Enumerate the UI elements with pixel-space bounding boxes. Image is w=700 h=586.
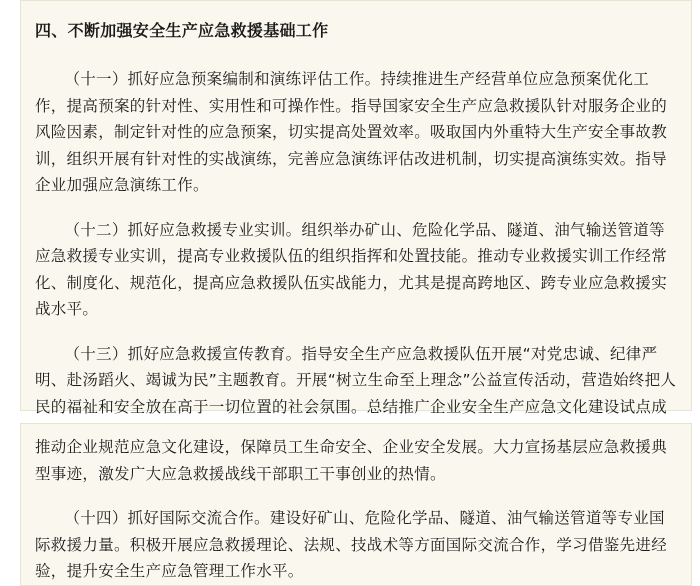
paragraph-12: （十二）抓好应急救援专业实训。组织举办矿山、危险化学品、隧道、油气输送管道等应急救援专业实训，提高专业救援队伍的组织指挥和处置技能。推动专业救援实训工作经常化、制度化、规范化，提高应急救援队伍实战能力，尤其是提高跨地区、跨专业应急救援实战水平。 <box>35 220 668 318</box>
paragraph-13-continued: 推动企业规范应急文化建设，保障员工生命安全、企业安全发展。大力宣扬基层应急救援典型事迹，激发广大应急救援战线干部职工干事创业的热情。 <box>35 438 668 483</box>
article-panel-top <box>20 0 692 416</box>
article-panel-bottom <box>20 423 692 586</box>
paragraph-11: （十一）抓好应急预案编制和演练评估工作。持续推进生产经营单位应急预案优化工作，提高预案的针对性、实用性和可操作性。指导国家安全生产应急救援队针对服务企业的风险因素，制定针对性的应急预案，切实提高处置效率。吸取国内外重特大生产安全事故教训，组织开展有针对性的实战演练，完善应急演练评估改进机制，切实提高演练实效。指导企业加强应急演练工作。 <box>35 70 668 194</box>
paragraph-14: （十四）抓好国际交流合作。建设好矿山、危险化学品、隧道、油气输送管道等专业国际救援力量。积极开展应急救援理论、法规、技战术等方面国际交流合作，学习借鉴先进经验，提升安全生产应急管理工作水平。 <box>35 509 668 580</box>
paragraph-13: （十三）抓好应急救援宣传教育。指导安全生产应急救援队伍开展“对党忠诚、纪律严明、赴汤蹈火、竭诚为民”主题教育。开展“树立生命至上理念”公益宣传活动，营造始终把人民的福祉和安全放在高于一切位置的社会氛围。总结推广企业安全生产应急文化建设试点成 <box>35 344 677 416</box>
section-heading: 四、不断加强安全生产应急救援基础工作 <box>35 21 329 40</box>
